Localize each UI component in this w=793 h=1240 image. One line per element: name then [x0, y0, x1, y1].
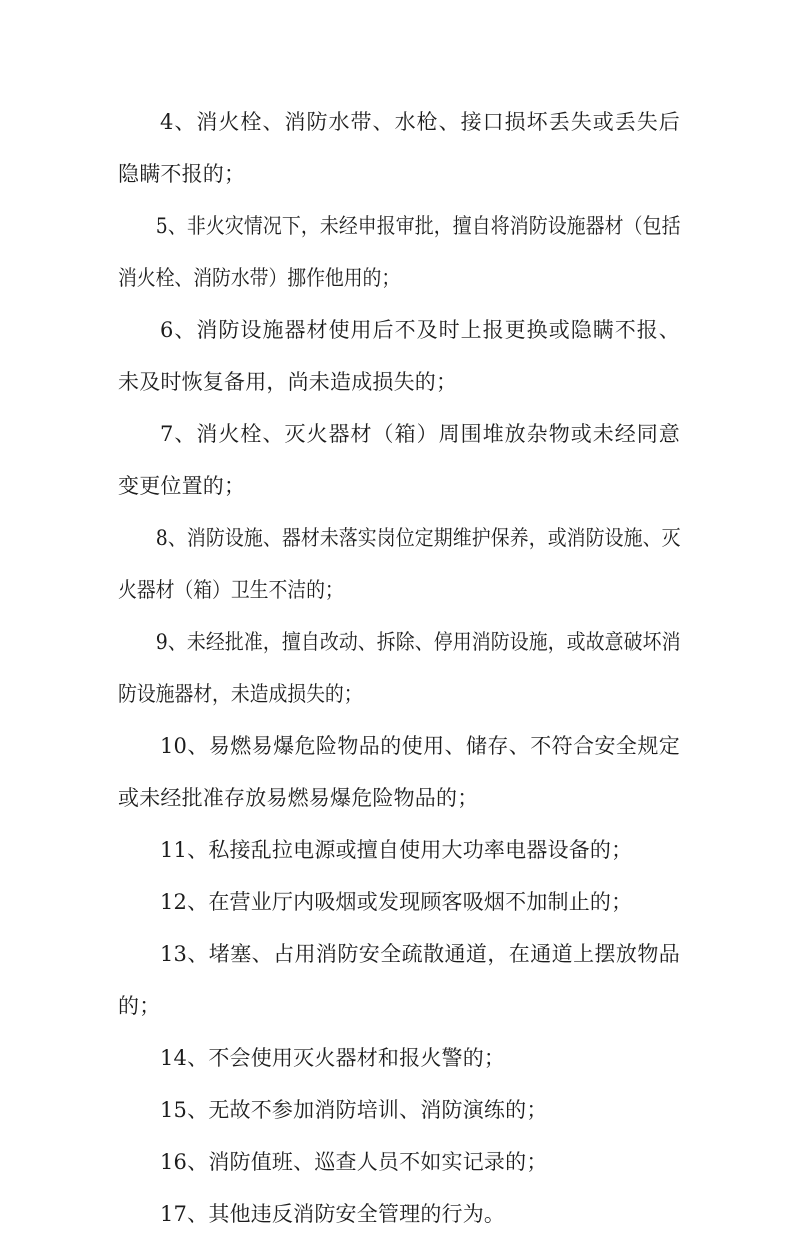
clause-item-11: 11、私接乱拉电源或擅自使用大功率电器设备的； [160, 838, 633, 862]
clause-item-6: 6、消防设施器材使用后不及时上报更换或隐瞒不报、未及时恢复备用，尚未造成损失的； [118, 318, 680, 394]
clause-item-12: 12、在营业厅内吸烟或发现顾客吸烟不加制止的； [160, 890, 633, 914]
clause-item-8: 8、消防设施、器材未落实岗位定期维护保养，或消防设施、灭火器材（箱）卫生不洁的； [118, 526, 681, 602]
clause-item-15: 15、无故不参加消防培训、消防演练的； [160, 1098, 548, 1122]
clause-item-14: 14、不会使用灭火器材和报火警的； [160, 1046, 506, 1070]
document-body [118, 96, 680, 1240]
clause-item-16: 16、消防值班、巡查人员不如实记录的； [160, 1150, 548, 1174]
clause-item-4: 4、消火栓、消防水带、水枪、接口损坏丢失或丢失后隐瞒不报的； [118, 110, 680, 186]
clause-item-10: 10、易燃易爆危险物品的使用、储存、不符合安全规定或未经批准存放易燃易爆危险物品的； [118, 734, 680, 810]
clause-item-13: 13、堵塞、占用消防安全疏散通道，在通道上摆放物品的； [118, 942, 680, 1018]
clause-item-9: 9、未经批准，擅自改动、拆除、停用消防设施，或故意破坏消防设施器材，未造成损失的； [118, 630, 681, 706]
clause-item-5: 5、非火灾情况下，未经申报审批，擅自将消防设施器材（包括消火栓、消防水带）挪作他用的； [118, 214, 681, 290]
clause-item-17: 17、其他违反消防安全管理的行为。 [160, 1202, 506, 1226]
clause-item-7: 7、消火栓、灭火器材（箱）周围堆放杂物或未经同意变更位置的； [118, 422, 680, 498]
